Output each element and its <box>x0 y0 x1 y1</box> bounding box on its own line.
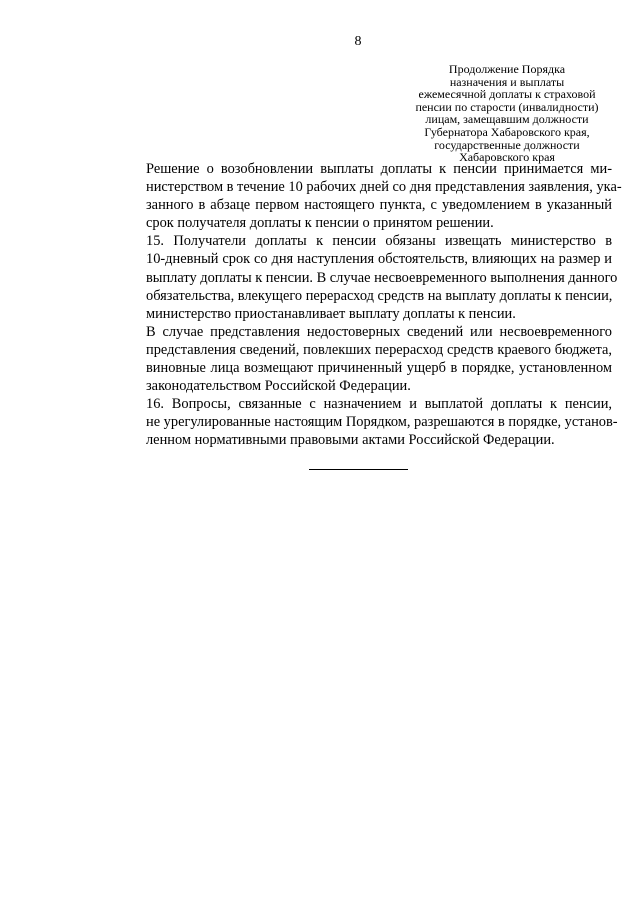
text-line: не урегулированные настоящим Порядком, разрешаются в порядке, установ- <box>146 414 618 431</box>
text-line: министерство приостанавливает выплату доплаты к пенсии. <box>146 305 516 322</box>
header-line: ежемесячной доплаты к страховой <box>418 87 596 102</box>
header-line: государственные должности <box>434 137 580 152</box>
paragraph-item-16 <box>108 395 618 449</box>
text-line: ленном нормативными правовыми актами Российской Федерации. <box>146 432 555 449</box>
header-line: Губернатора Хабаровского края, <box>424 124 590 139</box>
end-of-document-rule <box>309 469 408 470</box>
text-line: В случае представления недостоверных сведений или несвоевременного <box>146 323 612 340</box>
header-line: Продолжение Порядка <box>448 62 566 76</box>
paragraph-resumption-decision <box>108 160 622 232</box>
text-line: обязательства, влекущего перерасход средств на выплату доплаты к пенсии, <box>146 287 613 304</box>
text-line: законодательством Российской Федерации. <box>146 378 411 395</box>
paragraph-liability <box>108 323 612 395</box>
text-line: виновные лица возмещают причиненный ущерб в порядке, установленном <box>146 360 612 377</box>
text-line: занного в абзаце первом настоящего пункта, с уведомлением в указанный <box>146 197 612 214</box>
paragraph-item-15 <box>108 232 618 322</box>
header-line: Хабаровского края <box>459 150 555 165</box>
text-line: выплату доплаты к пенсии. В случае несвоевременного выполнения данного <box>146 269 618 286</box>
text-line: нистерством в течение 10 рабочих дней со дня представления заявления, ука- <box>146 179 622 196</box>
text-line: 10-дневный срок со дня наступления обстоятельств, влияющих на размер и <box>146 251 612 268</box>
page-number: 8 <box>354 34 362 49</box>
text-line: представления сведений, повлекших перерасход средств краевого бюджета, <box>146 341 612 358</box>
text-line: Решение о возобновлении выплаты доплаты к пенсии принимается ми- <box>146 161 612 177</box>
text-line: срок получателя доплаты к пенсии о принятом решении. <box>146 215 494 232</box>
header-line: пенсии по старости (инвалидности) <box>415 99 599 114</box>
text-line: 15. Получатели доплаты к пенсии обязаны извещать министерство в <box>146 233 612 250</box>
header-line: назначения и выплаты <box>449 74 565 89</box>
continuation-header <box>396 63 618 164</box>
text-line: 16. Вопросы, связанные с назначением и выплатой доплаты к пенсии, <box>146 396 612 413</box>
document-body <box>108 160 622 450</box>
header-line: лицам, замещавшим должности <box>425 112 589 127</box>
